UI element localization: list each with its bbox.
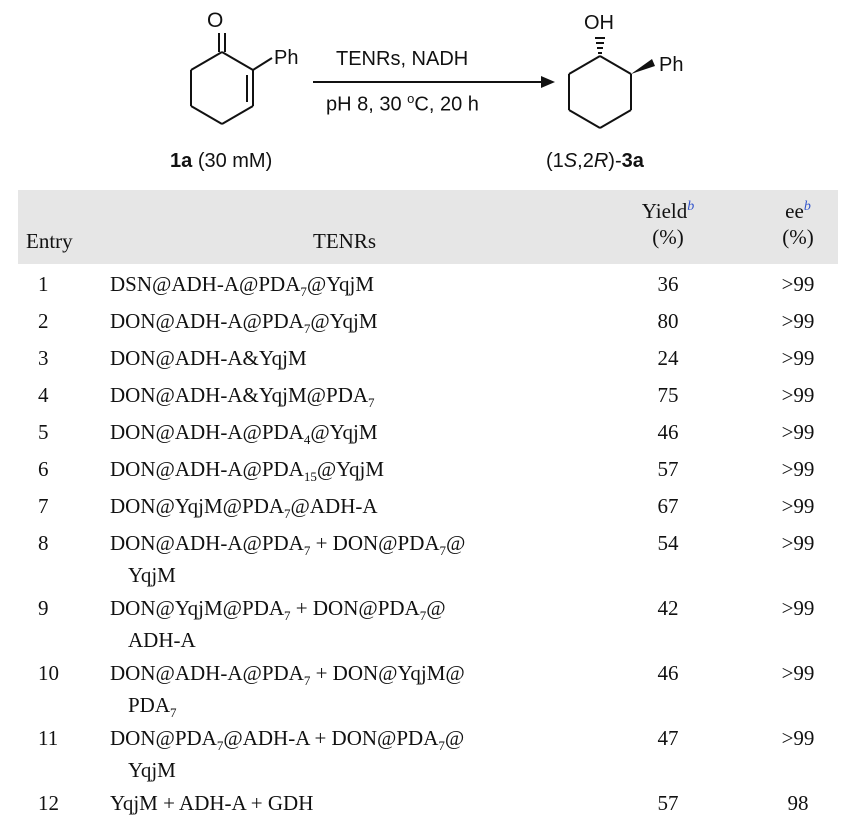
table-row: [18, 272, 838, 309]
yield-cell: 57: [657, 457, 679, 481]
tenrs-cell: $DSN@ADH-A@PDA_7@YqjM$: [110, 272, 375, 300]
product-structure: [569, 56, 631, 128]
table-row: [18, 457, 838, 494]
table-row: [18, 494, 838, 531]
reaction-scheme: [0, 0, 854, 185]
ee-cell: >99: [781, 661, 815, 685]
substrate-phenyl-label: Ph: [274, 47, 299, 69]
tenrs-cell: YqjM + ADH-A + GDH: [110, 791, 314, 815]
table-row: [18, 791, 838, 828]
entry-cell: 6: [38, 457, 49, 481]
tenrs-cell: $DON@YqjM@PDA_7$ + $DON@PDA_7@$ ADH-A: [110, 596, 446, 653]
ee-cell: >99: [781, 531, 815, 555]
tenrs-cell: $DON@ADH-A@PDA_4@YqjM$: [110, 420, 378, 448]
tenrs-cell: $DON@PDA_7@ADH-A$ + $DON@PDA_7@$ YqjM: [110, 726, 465, 783]
entry-cell: 11: [38, 726, 59, 750]
table-row: [18, 531, 838, 596]
yield-cell: 80: [657, 309, 679, 333]
entry-cell: 2: [38, 309, 49, 333]
table-row: [18, 309, 838, 346]
header-ee: $ee^b$ (%): [782, 199, 814, 249]
product-compound-label: (1S,2R)-3a: [546, 150, 644, 172]
tenrs-cell: $DON@ADH-A\&YqjM@PDA_7$: [110, 383, 375, 411]
entry-cell: 10: [38, 661, 59, 685]
entry-cell: 1: [38, 272, 49, 296]
ee-cell: >99: [781, 309, 815, 333]
header-entry: Entry: [26, 229, 73, 253]
table-row: [18, 596, 838, 661]
solid-wedge-bond: [631, 59, 655, 74]
ee-cell: >99: [781, 420, 815, 444]
ee-cell: >99: [781, 596, 815, 620]
tenrs-cell: $DON@YqjM@PDA_7@ADH-A$: [110, 494, 378, 522]
reagents-label: TENRs, NADH: [336, 48, 469, 70]
yield-cell: 46: [657, 661, 679, 685]
ee-cell: >99: [781, 346, 815, 370]
tenrs-cell: $DON@ADH-A@PDA_{15}@YqjM$: [110, 457, 385, 485]
entry-cell: 8: [38, 531, 49, 555]
tenrs-cell: $DON@ADH-A@PDA_7$ + DON@YqjM@ $PDA_7$: [110, 661, 465, 721]
table-row: [18, 383, 838, 420]
ee-cell: >99: [781, 494, 815, 518]
yield-cell: 36: [657, 272, 679, 296]
conditions-label: pH 8, 30 $^o$C, 20 h: [326, 91, 479, 116]
table-row: [18, 661, 838, 726]
yield-cell: 67: [657, 494, 679, 518]
yield-cell: 75: [657, 383, 679, 407]
yield-cell: 24: [657, 346, 679, 370]
substrate-structure: [191, 33, 272, 124]
ee-cell: >99: [781, 272, 815, 296]
ee-cell: 98: [787, 791, 809, 815]
yield-cell: 57: [657, 791, 679, 815]
table-row: [18, 420, 838, 457]
table-row: [18, 346, 838, 383]
yield-cell: 54: [657, 531, 679, 555]
entry-cell: 5: [38, 420, 49, 444]
reaction-arrow: [313, 76, 555, 88]
entry-cell: 7: [38, 494, 49, 518]
table-header: [18, 190, 838, 264]
entry-cell: 12: [38, 791, 59, 815]
product-phenyl-label: Ph: [659, 54, 684, 76]
tenrs-cell: $DON@ADH-A@PDA_7@YqjM$: [110, 309, 378, 337]
header-tenrs: TENRs: [313, 229, 376, 253]
hashed-wedge-bond: [595, 38, 605, 53]
ketone-oxygen-label: O: [207, 9, 224, 32]
yield-cell: 42: [657, 596, 679, 620]
entry-cell: 3: [38, 346, 49, 370]
ee-cell: >99: [781, 457, 815, 481]
product-hydroxyl-label: OH: [584, 12, 614, 34]
table-row: [18, 726, 838, 791]
header-yield: Yield$^b$ (%): [641, 199, 695, 249]
tenrs-cell: $DON@ADH-A@PDA_7$ + $DON@PDA_7@$ YqjM: [110, 531, 466, 588]
yield-cell: 46: [657, 420, 679, 444]
entry-cell: 4: [38, 383, 49, 407]
results-table: [18, 190, 838, 828]
substrate-compound-label: 1a (30 mM): [170, 150, 273, 172]
tenrs-cell: DON@ADH-A&YqjM: [110, 346, 307, 370]
ee-cell: >99: [781, 383, 815, 407]
yield-cell: 47: [657, 726, 679, 750]
entry-cell: 9: [38, 596, 49, 620]
ee-cell: >99: [781, 726, 815, 750]
